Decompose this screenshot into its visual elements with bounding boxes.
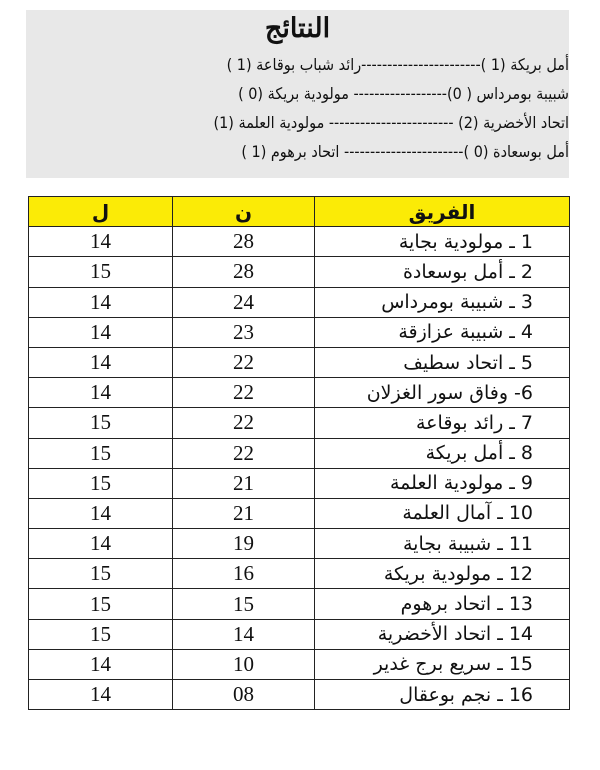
played-cell: 15 <box>29 559 173 589</box>
points-cell: 08 <box>173 680 315 710</box>
team-name-cell: 15 ـ سريع برج غدير <box>315 649 570 679</box>
team-name-cell: 14 ـ اتحاد الأخضرية <box>315 619 570 649</box>
points-cell: 14 <box>173 619 315 649</box>
points-cell: 21 <box>173 498 315 528</box>
table-row <box>29 378 570 408</box>
points-cell: 21 <box>173 468 315 498</box>
played-cell: 14 <box>29 498 173 528</box>
played-cell: 15 <box>29 438 173 468</box>
points-cell: 15 <box>173 589 315 619</box>
played-cell: 14 <box>29 529 173 559</box>
team-name-cell: 2 ـ أمل بوسعادة <box>315 257 570 287</box>
played-cell: 14 <box>29 287 173 317</box>
result-line: اتحاد الأخضرية (2) ------------------------ مولودية العلمة (1) <box>213 113 569 132</box>
points-cell: 28 <box>173 257 315 287</box>
played-cell: 14 <box>29 317 173 347</box>
played-cell: 15 <box>29 257 173 287</box>
points-cell: 24 <box>173 287 315 317</box>
team-name-cell: 6- وفاق سور الغزلان <box>315 378 570 408</box>
team-name-cell: 13 ـ اتحاد برهوم <box>315 589 570 619</box>
points-cell: 22 <box>173 438 315 468</box>
table-row <box>29 408 570 438</box>
table-row <box>29 589 570 619</box>
header-played: ل <box>29 197 173 227</box>
points-cell: 10 <box>173 649 315 679</box>
team-name-cell: 5 ـ اتحاد سطيف <box>315 347 570 377</box>
table-row <box>29 257 570 287</box>
table-row <box>29 559 570 589</box>
team-name-cell: 11 ـ شبيبة بجاية <box>315 529 570 559</box>
table-row <box>29 438 570 468</box>
table-row <box>29 649 570 679</box>
header-points: ن <box>173 197 315 227</box>
table-row <box>29 680 570 710</box>
table-row <box>29 287 570 317</box>
played-cell: 14 <box>29 680 173 710</box>
header-team: الفريق <box>315 197 570 227</box>
played-cell: 14 <box>29 378 173 408</box>
team-name-cell: 7 ـ رائد بوقاعة <box>315 408 570 438</box>
results-title: النتائج <box>264 13 331 44</box>
played-cell: 14 <box>29 649 173 679</box>
team-name-cell: 9 ـ مولودية العلمة <box>315 468 570 498</box>
played-cell: 15 <box>29 619 173 649</box>
team-name-cell: 12 ـ مولودية بريكة <box>315 559 570 589</box>
points-cell: 22 <box>173 347 315 377</box>
table-row <box>29 347 570 377</box>
points-cell: 19 <box>173 529 315 559</box>
team-name-cell: 3 ـ شبيبة بومرداس <box>315 287 570 317</box>
team-name-cell: 4 ـ شبيبة عزازقة <box>315 317 570 347</box>
played-cell: 15 <box>29 408 173 438</box>
played-cell: 14 <box>29 347 173 377</box>
played-cell: 15 <box>29 468 173 498</box>
points-cell: 16 <box>173 559 315 589</box>
table-row <box>29 529 570 559</box>
played-cell: 15 <box>29 589 173 619</box>
results-list <box>26 50 569 166</box>
played-cell: 14 <box>29 227 173 257</box>
team-name-cell: 10 ـ آمال العلمة <box>315 498 570 528</box>
table-row <box>29 227 570 257</box>
results-panel <box>26 10 569 178</box>
points-cell: 22 <box>173 408 315 438</box>
team-name-cell: 16 ـ نجم بوعقال <box>315 680 570 710</box>
table-row <box>29 498 570 528</box>
points-cell: 23 <box>173 317 315 347</box>
table-row <box>29 619 570 649</box>
team-name-cell: 8 ـ أمل بريكة <box>315 438 570 468</box>
points-cell: 28 <box>173 227 315 257</box>
standings-body <box>29 227 570 710</box>
team-name-cell: 1 ـ مولودية بجاية <box>315 227 570 257</box>
points-cell: 22 <box>173 378 315 408</box>
standings-header-row <box>29 197 570 227</box>
standings-table <box>28 196 570 710</box>
table-row <box>29 468 570 498</box>
result-line: أمل بريكة (1 )-----------------------رائد شباب بوقاعة (1 ) <box>226 55 569 74</box>
table-row <box>29 317 570 347</box>
result-line: شبيبة بومرداس ( 0)------------------ مولودية بريكة (0 ) <box>238 84 569 103</box>
result-line: أمل بوسعادة (0 )----------------------- اتحاد برهوم (1 ) <box>241 142 569 161</box>
